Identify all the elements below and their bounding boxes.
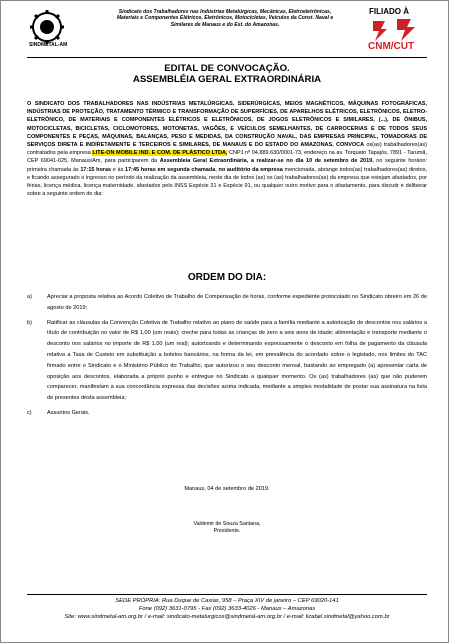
company-name: LITE-ON MOBILE IND. E COM. DE PLÁSTICO LTDA, [92, 150, 228, 157]
logo-text: SINDMETAL-AM [29, 42, 68, 47]
agenda-item-letter: b) [27, 319, 32, 326]
document-date: Manaus, 04 de setembro de 2019. [184, 486, 270, 492]
signature-block [27, 521, 427, 535]
cnm-cut-logo [367, 17, 423, 51]
filiado-label: FILIADO À [369, 7, 409, 16]
signer-name: Valdemir de Souza Santana, [193, 521, 261, 527]
agenda-item-text: Assuntos Gerais. [47, 409, 90, 416]
signer-role: Presidente. [213, 527, 241, 534]
footer-address: SEDE PRÓPRIA: Rua Duque de Caxias, 958 – Praça XIV de janeiro – CEP 69020-141 [115, 598, 339, 604]
footer [27, 597, 427, 621]
footer-phone: Fone (092) 3631-0795 - Fax (092) 3633-4026 - Manaus – Amazonas [138, 606, 316, 612]
meeting-location: no auditório da empresa [218, 166, 283, 173]
title-line-2: ASSEMBLÉIA GERAL EXTRAORDINÁRIA [132, 74, 322, 85]
title-line-1: EDITAL DE CONVOCAÇÃO. [164, 63, 290, 74]
agenda-item [27, 292, 427, 314]
convoca-word: CONVOCA [335, 142, 365, 149]
footer-divider [27, 594, 427, 595]
convocation-paragraph: O SINDICATO DOS TRABALHADORES NAS INDÚSTRIAS METALÚRGICAS, SIDERÚRGICAS, MEIOS MAGNÉTICOS, MÁQUINAS FOTOGRÁFICAS, INDÚSTRIAS DE PROTEÇÃO, TRATAMENTO TÉRMICO E TRANSFORMAÇÃO DE SUPERFÍCIES, DE APARELHOS ELÉTRICOS, ELETRÔNICOS, ELETRO-ELETRÔNICO, DE MATERIAIS E COMPONENTES ELÉTRICOS E ELETRÔNICOS, DE JOGOS ELETRÔNICOS E SIMILARES, (...), DE ÔNIBUS, MOTOCICLETAS, BICICLETAS, CICLOMOTORES, MOTONETAS, VAGÕES, E VEÍCULOS SEMELHANTES, DE CARROCERIAS E DE TODOS SEUS COMPONENTES E PEÇAS, MÁQUINAS, BALANÇAS, PESO E MEDIDAS, DA CONSTRUÇÃO NAVAL, DAS EMPRESAS PRINCIPAL, TOMADORAS DE SERVIÇOS DIRETA E INDIRETAMENTE E TERCEIROS E SIMILARES, DE MANAUS E DO ESTADO DO AMAZONAS, CONVOCA os(as) trabalhadores(as) contratados pela empresa LITE-ON MOBILE IND. E COM. DE PLÁSTICO LTDA, CNPJ nº 04.889.630/0001-73, endereço na av. Torquato Tapajós, 7891 - Tarumã, CEP 69041-025, Manaus/Am, para participarem da Assembleia Geral Extraordinária, a realizar-se no dia 10 de setembro de 2019, no seguinte horário: primeira chamada às 17:15 horas e às 17:45 horas em segunda chamada, no auditório da empresa mencionada, abrange todos(as) trabalhadores(as) diretos, e ficando assegurado o ingresso no período da realização da assembleia, neste dia de todos (as) os (as) trabalhadores(as) da empresa que estejam afastados, por férias, licença médica, licença maternidade, afastados pelo INSS Espécie 31 e Espécie 91, ou qualquer outro motivo para o afastamento, para discutir e deliberar sobre a seguinte ordem do dia: [27, 101, 428, 198]
agenda-item-letter: a) [27, 294, 32, 300]
footer-contacts: Site: www.sindmetal-am.org.br / e-mail: sindicato-metalurgicos@sindmetal-am.org.br / e-mail: lizabel.sindmetal@yahoo.com.br [64, 614, 390, 620]
assembly-date: Assembleia Geral Extraordinária, a realizar-se no dia 10 de setembro de 2019, [159, 158, 374, 165]
agenda-item-letter: c) [27, 409, 32, 416]
agenda-item [27, 318, 427, 404]
agenda-item [27, 408, 427, 419]
document-title [27, 63, 427, 85]
second-call-time: 17:45 horas em segunda chamada [125, 166, 216, 173]
union-header-text: Sindicato dos Trabalhadores nas Indústrias Metalúrgicas, Mecânicas, Eletroeletrônicas, Materiais e Componentes Elétricos, Eletrônicos, Motocicletas, Veículos da Const. Naval e Similares de Manaus e do Est. do Amazonas. [116, 9, 334, 28]
cnm-logo-text: CNM/CUT [368, 41, 415, 51]
union-name: O SINDICATO DOS TRABALHADORES NAS INDÚSTRIAS METALÚRGICAS, SIDERÚRGICAS, MEIOS MAGNÉTICOS, MÁQUINAS FOTOGRÁFICAS, INDÚSTRIAS DE PROTEÇÃO, TRATAMENTO TÉRMICO E TRANSFORMAÇÃO DE SUPERFÍCIES, DE APARELHOS ELÉTRICOS, ELETRÔNICOS, ELETRO-ELETRÔNICO, DE MATERIAIS E COMPONENTES ELÉTRICOS E ELETRÔNICOS, DE JOGOS ELETRÔNICOS E SIMILARES, (...), DE ÔNIBUS, MOTOCICLETAS, BICICLETAS, CICLOMOTORES, MOTONETAS, VAGÕES, E VEÍCULOS SEMELHANTES, DE CARROCERIAS E DE TODOS SEUS COMPONENTES E PEÇAS, MÁQUINAS, BALANÇAS, PESO E MEDIDAS, DA CONSTRUÇÃO NAVAL, DAS EMPRESAS PRINCIPAL, TOMADORAS DE SERVIÇOS DIRETA E INDIRETAMENTE E TERCEIROS E SIMILARES, DE MANAUS E DO ESTADO DO AMAZONAS, [27, 101, 427, 149]
header-divider [27, 57, 427, 58]
ordem-heading: ORDEM DO DIA: [187, 272, 267, 283]
first-call-time: 17:15 horas [80, 166, 112, 173]
agenda-item-text: Apreciar a proposta relativa ao Acordo Coletivo de Trabalho de Compensação de horas, conforme expediente protocolado no Sindicato obreiro em 26 de agosto de 2019; [47, 294, 427, 311]
agenda-list [27, 292, 427, 423]
union-logo [27, 9, 87, 47]
agenda-item-text: Ratificar as cláusulas da Convenção Coletiva de Trabalho relativo ao piano de saúde para a família mediante a autorização de descontos nos salários a título de contribuição no valor de R$ 1,00 (um reais); creche para todas as crianças de zero a seis anos de idade; alimentação e transporte mediante o desconto nos salários no importe de R$ 1,00 (um real); autorizando e determinando expressamente o desconto em folha de pagamento da cláusula relativa a Taxa de Custeio em substituição a boletos bancários, na forma da lei, em prevalência do acordado sobre o legislado, nos limites do TAC firmado entre o Sindicato e o Ministério Público do Trabalho, que autorizou o seu desconto mensal, bastando ao empregado (a) apresentar carta de oposição aos descontos, elaborada a próprio punho e entregue no Sindicato a qualquer momento. Os (as) trabalhadores (as) que não puderem comparecer, manifestam a sua concordância expressa das decisões acima indicada, mediante a simples modalidade de postar sua assinatura na lista de presentes desta assembleia; [47, 319, 427, 402]
